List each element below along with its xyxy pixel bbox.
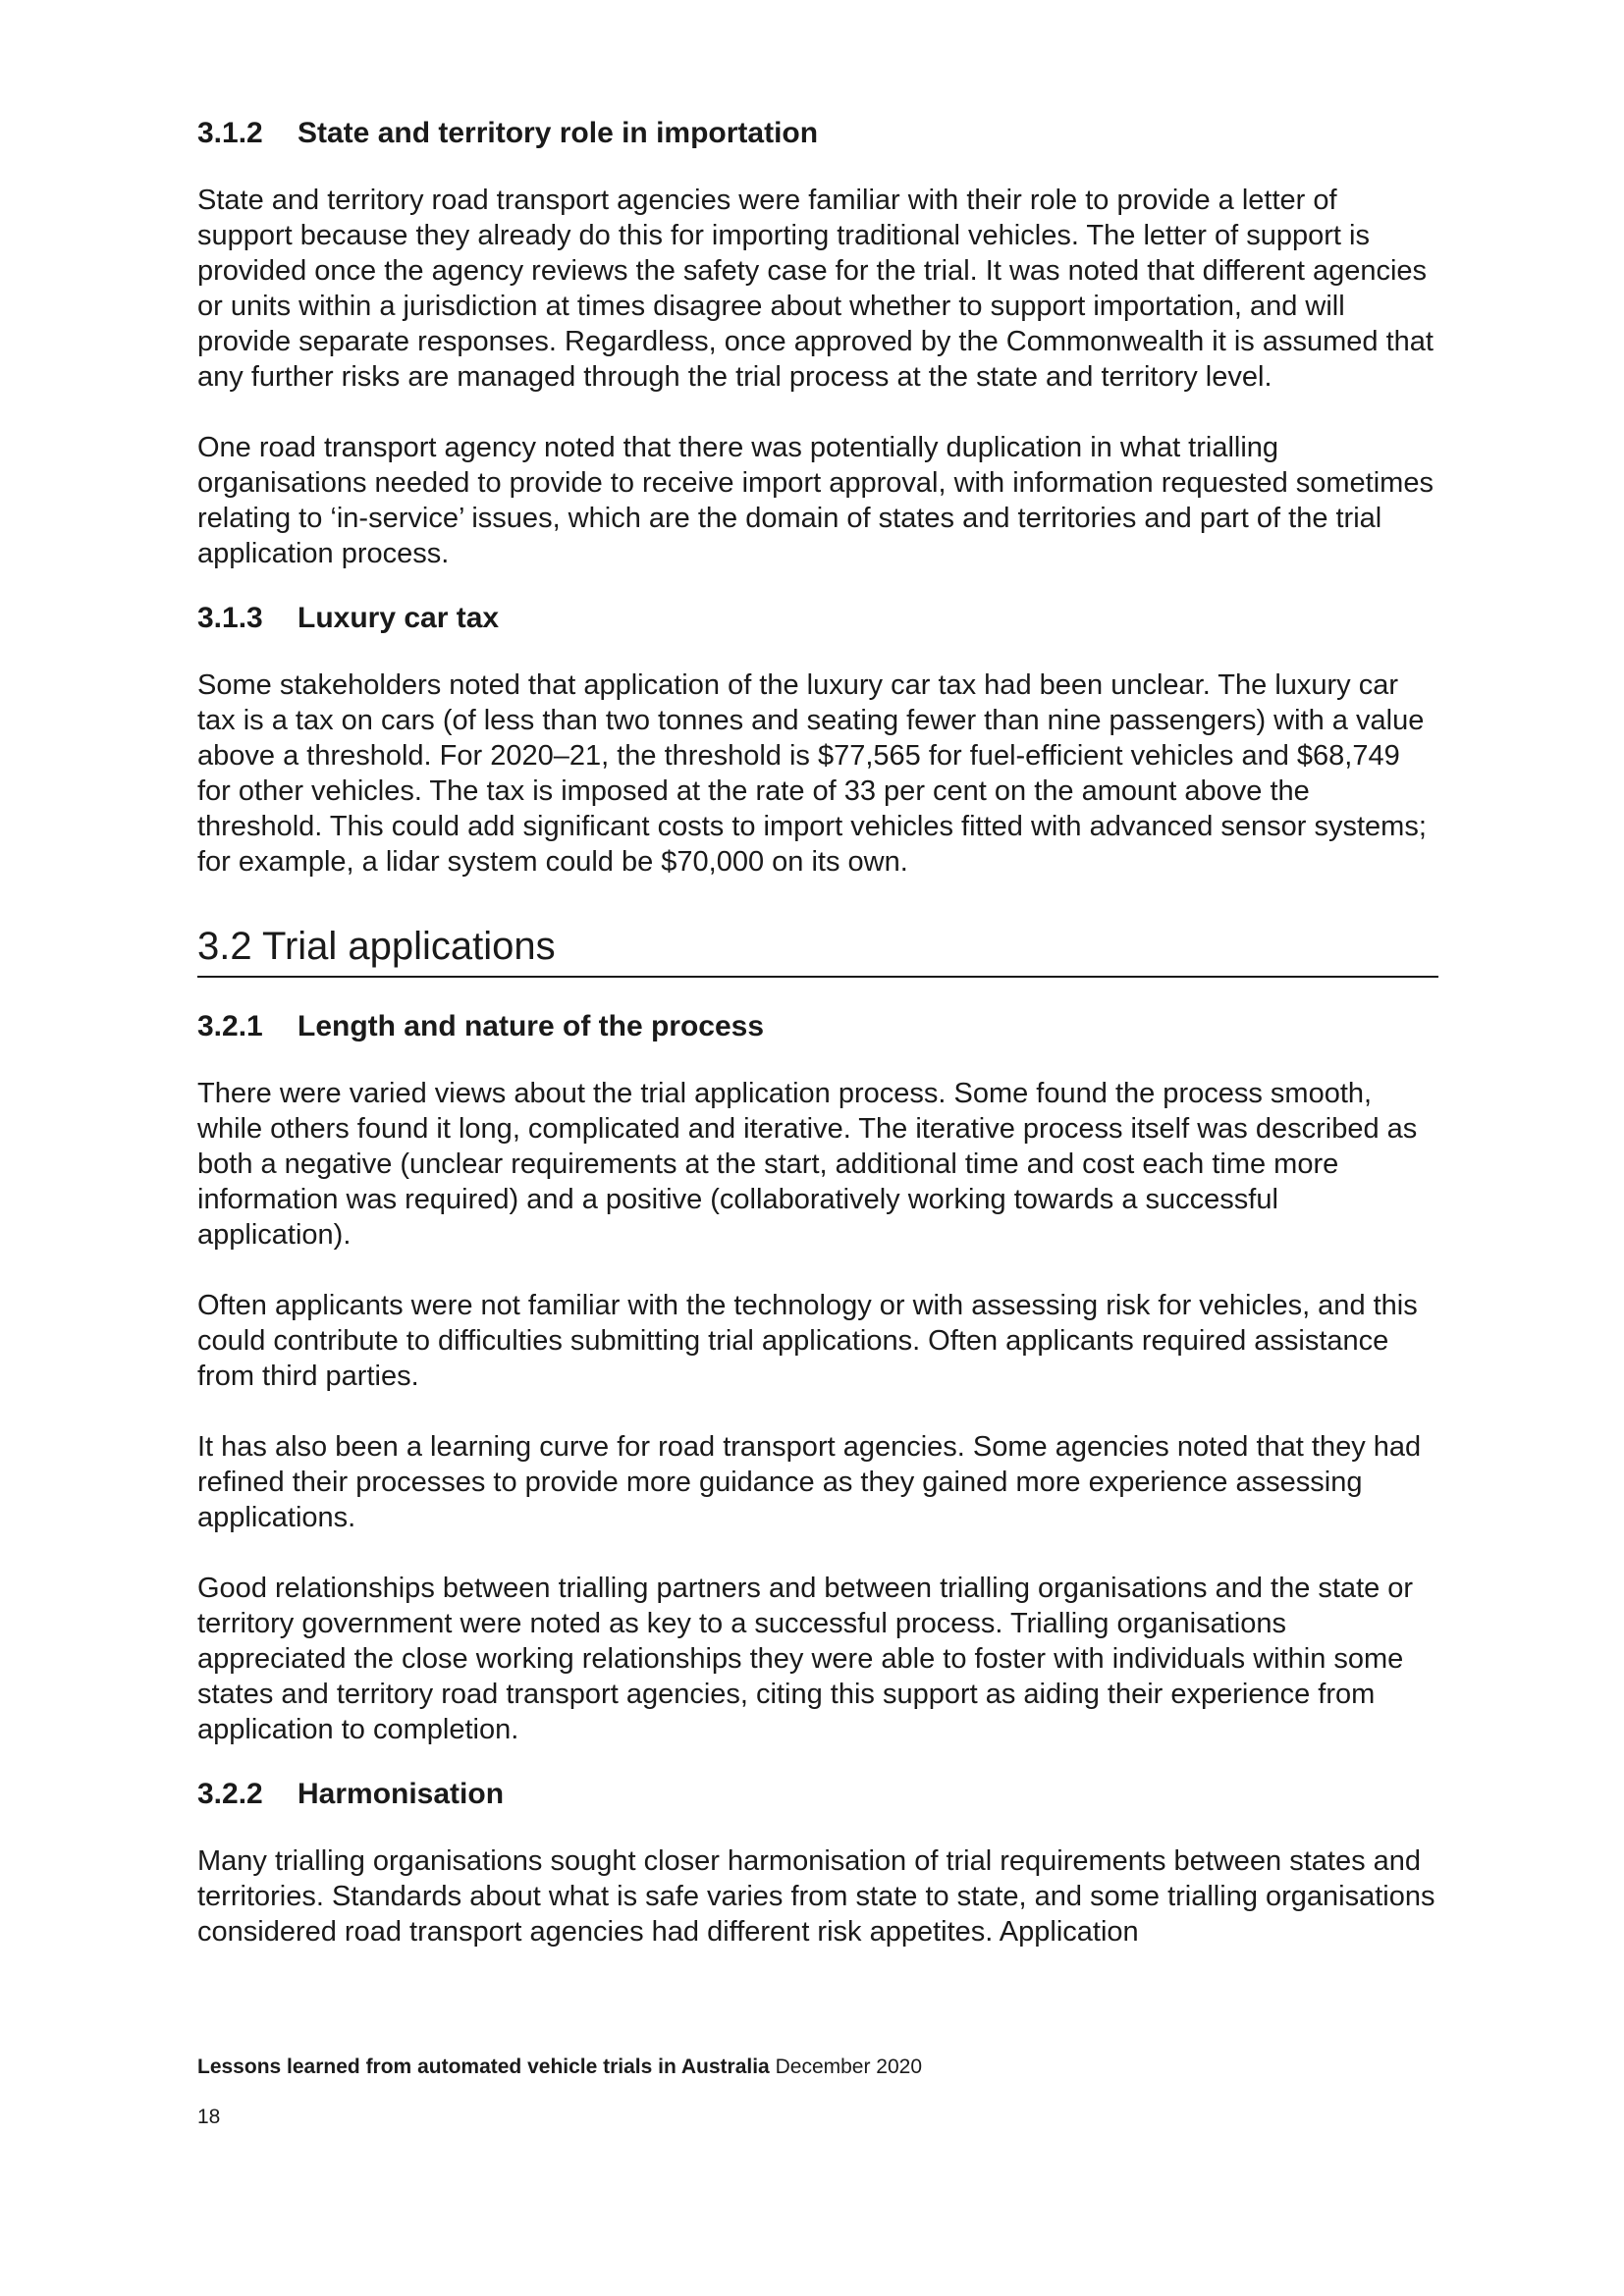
page-number: 18 [197, 2106, 221, 2128]
section-3-1-3-heading [197, 601, 1438, 636]
section-number: 3.2.2 [197, 1778, 263, 1810]
document-page [197, 110, 1438, 1949]
paragraph: Often applicants were not familiar with the technology or with assessing risk for vehicles, and this could contribute to difficulties submitting trial applications. Often applicants required assistance from third parties. [197, 1290, 1418, 1392]
section-number: 3.1.2 [197, 117, 263, 149]
paragraph: Many trialling organisations sought closer harmonisation of trial requirements between states and territories. Standards about what is safe varies from state to state, and some trialling organisations considered road transport agencies had different risk appetites. Application [197, 1845, 1435, 1948]
paragraph: Some stakeholders noted that application of the luxury car tax had been unclear. The luxury car tax is a tax on cars (of less than two tonnes and seating fewer than nine passengers) with a value above a threshold. For 2020–21, the threshold is $77,565 for fuel-efficient vehicles and $68,749 for other vehicles. The tax is imposed at the rate of 33 per cent on the amount above the threshold. This could add significant costs to import vehicles fitted with advanced sensor systems; for example, a lidar system could be $70,000 on its own. [197, 669, 1427, 878]
section-title: Harmonisation [298, 1778, 505, 1810]
paragraph: It has also been a learning curve for road transport agencies. Some agencies noted that they had refined their processes to provide more guidance as they gained more experience assessing applications. [197, 1431, 1422, 1533]
section-title: State and territory role in importation [298, 117, 819, 149]
footer-document-title: Lessons learned from automated vehicle trials in Australia [197, 2056, 770, 2078]
section-3-2-2-heading [197, 1777, 1438, 1812]
page-footer [197, 2055, 922, 2080]
paragraph: One road transport agency noted that there was potentially duplication in what trialling organisations needed to provide to receive import approval, with information requested sometimes relating to ‘in-service’ issues, which are the domain of states and territories and part of the trial application process. [197, 432, 1434, 569]
footer-date: December 2020 [775, 2056, 923, 2078]
section-title: Length and nature of the process [298, 1010, 765, 1042]
section-3-2-heading: 3.2 Trial applications [197, 923, 1438, 978]
section-3-1-2-heading [197, 116, 1438, 151]
paragraph: There were varied views about the trial application process. Some found the process smooth, while others found it long, complicated and iterative. The iterative process itself was described as both a negative (unclear requirements at the start, additional time and cost each time more information was required) and a positive (collaboratively working towards a successful application). [197, 1078, 1418, 1251]
section-title: Luxury car tax [298, 602, 500, 634]
section-3-2-1-heading [197, 1009, 1438, 1044]
paragraph: State and territory road transport agencies were familiar with their role to provide a letter of support because they already do this for importing traditional vehicles. The letter of support is provided once the agency reviews the safety case for the trial. It was noted that different agencies or units within a jurisdiction at times disagree about whether to support importation, and will provide separate responses. Regardless, once approved by the Commonwealth it is assumed that any further risks are managed through the trial process at the state and territory level. [197, 185, 1434, 393]
section-number: 3.2.1 [197, 1010, 263, 1042]
paragraph: Good relationships between trialling partners and between trialling organisations and the state or territory government were noted as key to a successful process. Trialling organisations appreciated the close working relationships they were able to foster with individuals within some states and territory road transport agencies, citing this support as aiding their experience from application to completion. [197, 1573, 1414, 1745]
section-number: 3.1.3 [197, 602, 263, 634]
